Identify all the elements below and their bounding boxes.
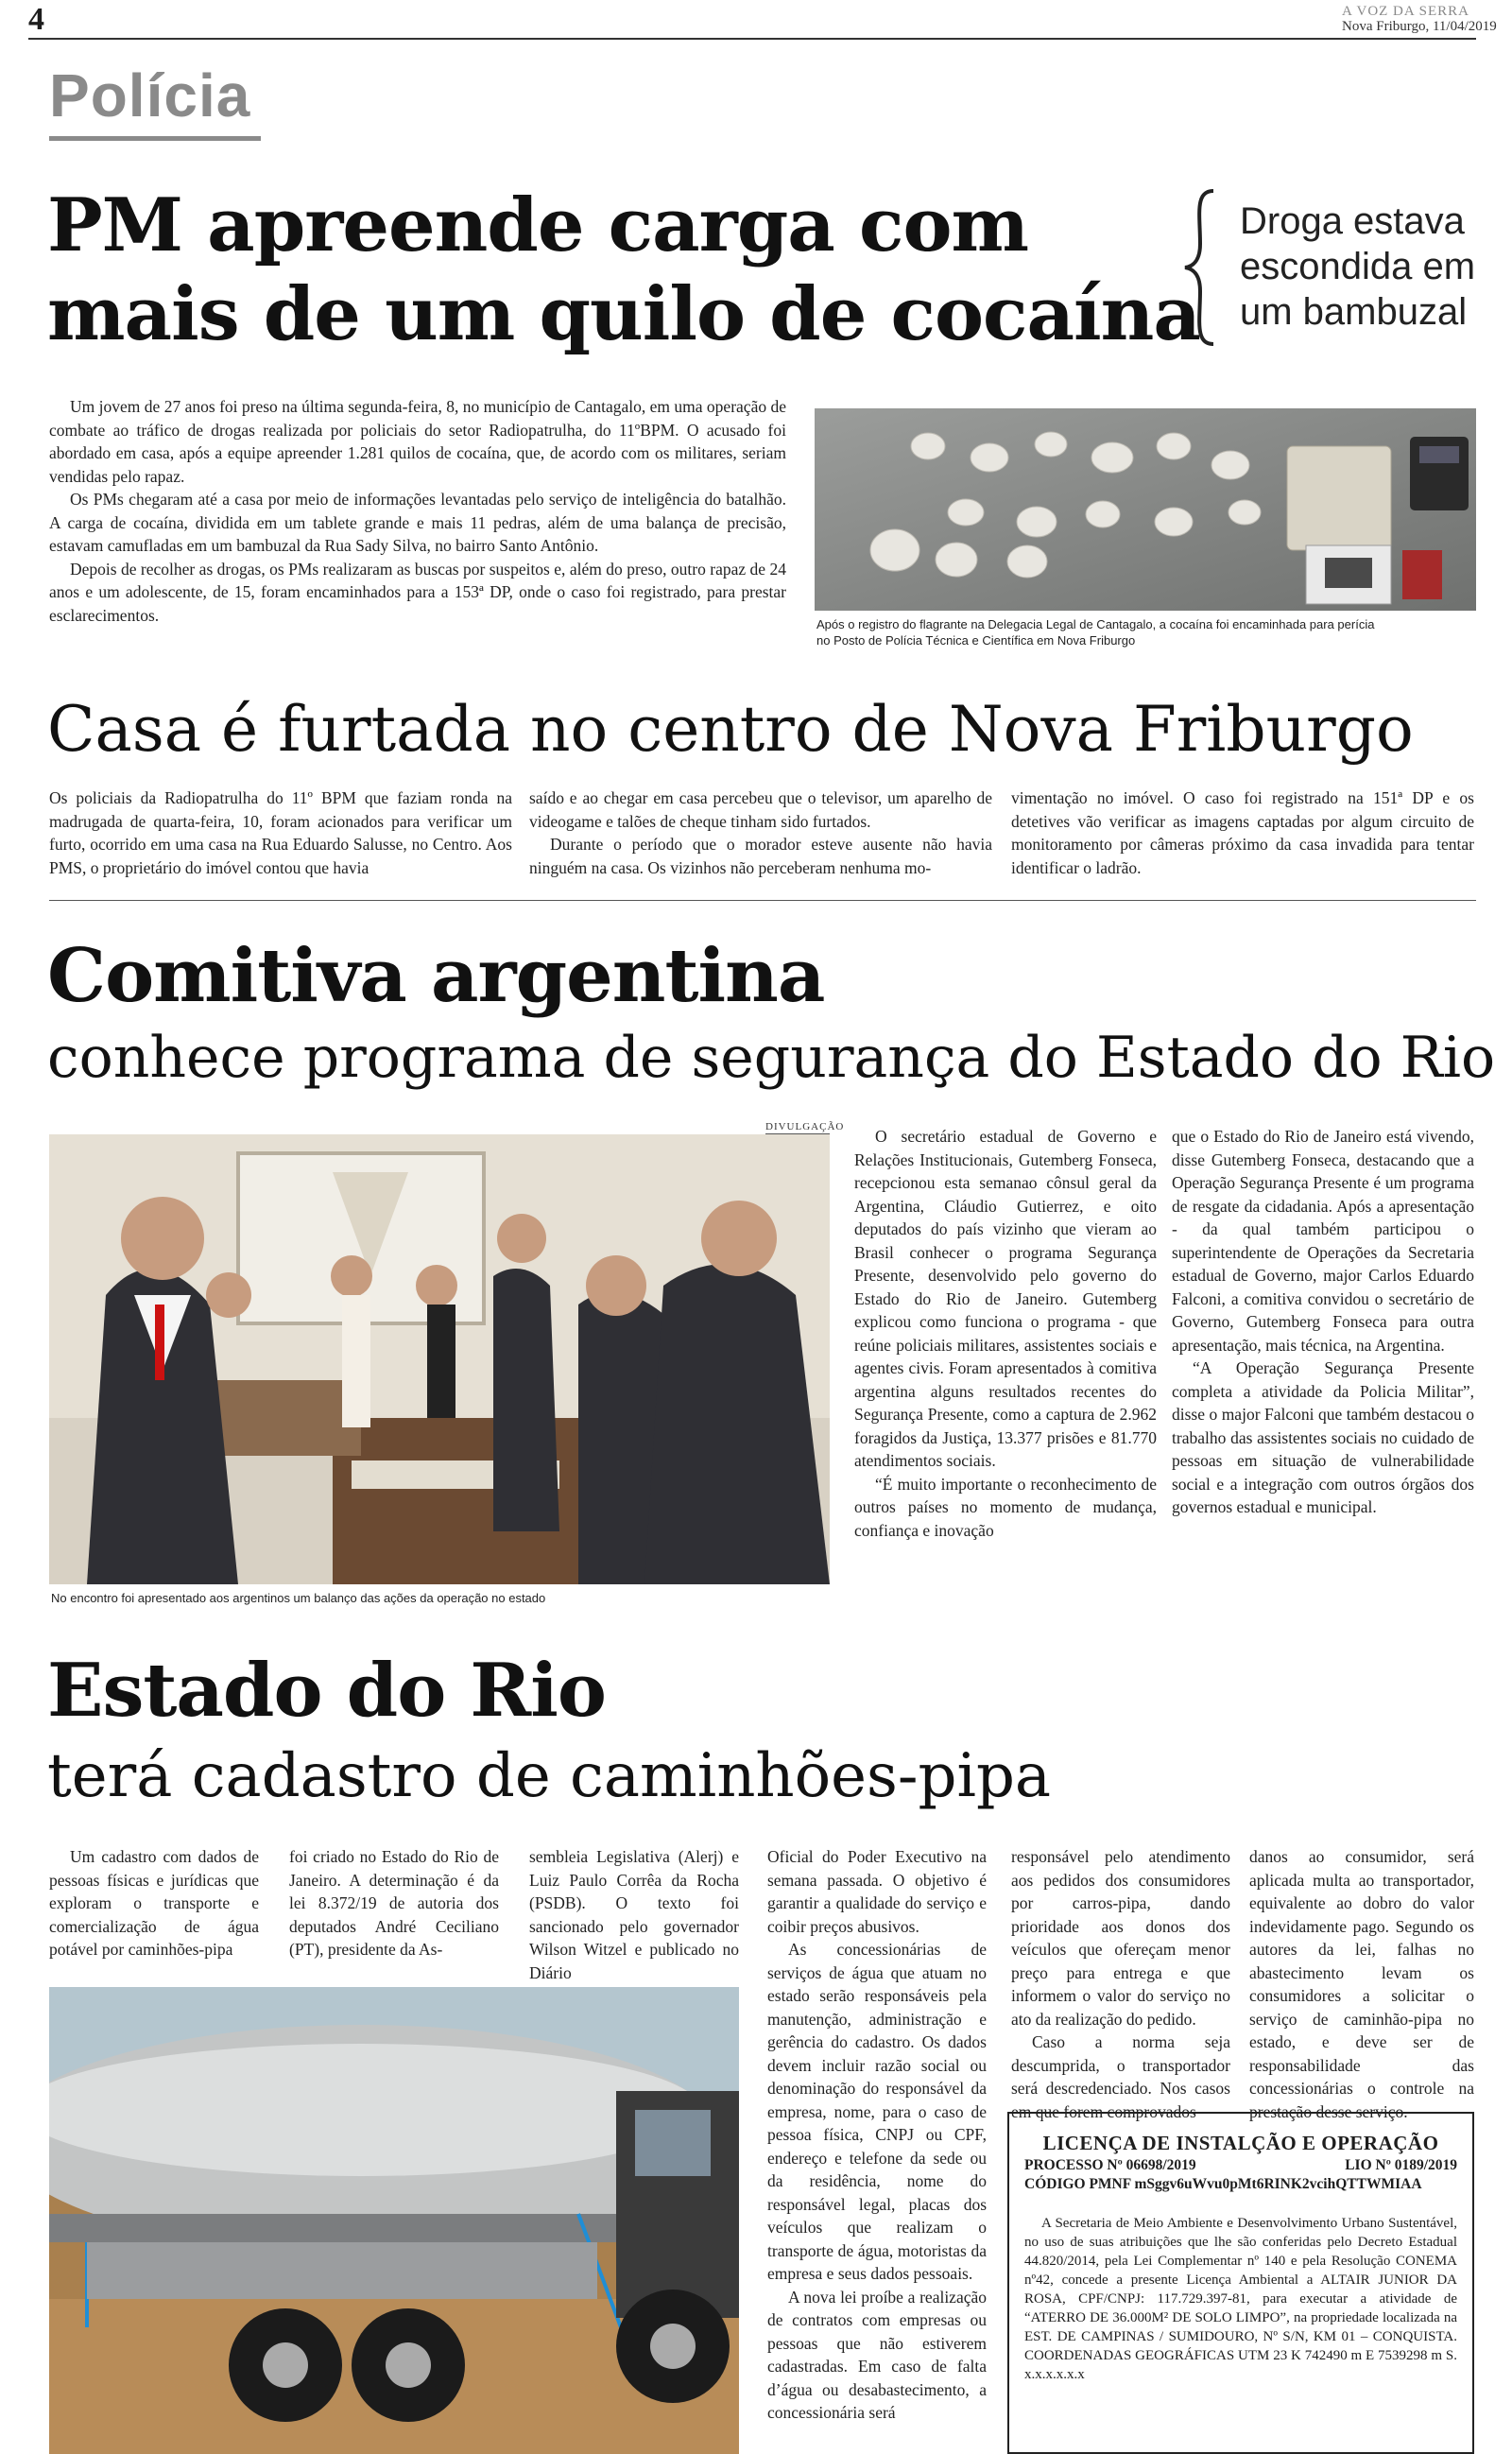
dateline: Nova Friburgo, 11/04/2019 [1342, 19, 1497, 34]
story4-col5-paragraph: Caso a norma seja descumprida, o transportador será descredenciado. Nos casos em que forem comprovados [1011, 2032, 1230, 2121]
story3-col2 [1172, 1125, 1474, 1519]
story2-col2-paragraph: Durante o período que o morador esteve ausente não havia ninguém na casa. Os vizinhos não perceberam nenhuma mo- [529, 835, 992, 877]
photo-credit: DIVULGAÇÃO [765, 1121, 845, 1132]
notice-title: LICENÇA DE INSTALÇÃO E OPERAÇÃO [1042, 2132, 1439, 2154]
story2-col2-paragraph: saído e ao chegar em casa percebeu que o televisor, um aparelho de videogame e talões de cheque tinham sido furtados. [529, 788, 992, 831]
story4-col1-paragraph: Um cadastro com dados de pessoas físicas e jurídicas que exploram o transporte e comercialização de água potável por caminhões-pipa [49, 1847, 259, 1959]
story3-headline: Comitiva argentina [47, 933, 825, 1019]
page-number: 4 [28, 2, 44, 37]
story2-col2 [529, 786, 992, 879]
story4-col6: danos ao consumidor, será aplicada multa ao transportador, equivalente ao dobro do valor indevidamente pago. Segundo os autores da lei, falhas no abastecimento levam os consumidores a solicitar o serviço de caminhão-pipa no estado, e deve ser de responsabilidade das concessionárias o controle na prestação desse serviço. [1249, 1847, 1474, 2121]
story1-headline-line2: mais de um quilo de cocaína [47, 271, 1200, 357]
story4-col5 [1011, 1845, 1230, 2123]
license-notice-box [1007, 2112, 1474, 2454]
story3-col1-paragraph: “É muito importante o reconhecimento de outros países no momento de mudança, confiança e inovação [854, 1474, 1157, 1540]
story4-col4 [767, 1845, 987, 2425]
section-underline [49, 136, 261, 141]
notice-process: PROCESSO Nº 06698/2019 [1024, 2157, 1196, 2173]
story2-headline: Casa é furtada no centro de Nova Friburgo [47, 693, 1414, 766]
story3-col2-paragraph: que o Estado do Rio de Janeiro está vivendo, disse Gutemberg Fonseca, destacando que a Operação Segurança Presente é um programa de resgate da cidadania. Após a apresentação - da qual também participou o superintendente de Operações da Secretaria estadual de Governo, major Carlos Eduardo Falconi, a comitiva convidou o secretário de Governo, Gutemberg Fonseca para outra apresentação, mais técnica, na Argentina. [1172, 1127, 1474, 1355]
story1-paragraph: Os PMs chegaram até a casa por meio de informações levantadas pelo serviço de inteligência do batalhão. A carga de cocaína, dividida em um tablete grande e mais 11 pedras, além de uma balança de precisão, estavam camufladas em um bambuzal da Rua Sady Silva, no bairro Santo Antônio. [49, 490, 786, 555]
notice-body: A Secretaria de Meio Ambiente e Desenvolvimento Urbano Sustentável, no uso de suas atribuições que lhe são conferidas pelo Decreto Estadual 44.820/2014, pela Lei Complementar nº 140 e pela Resolução CONEMA nº42, concede a presente Licença Ambiental a ALTAIR JUNIOR DA ROSA, CPF/CNPJ: 117.729.397-81, para executar a atividade de “ATERRO DE 36.000M² DE SOLO LIMPO”, na propriedade localizada na EST. DE CAMPINAS / SUMIDOURO, Nº S/N, KM 01 – CONQUISTA. COORDENADAS GEOGRÁFICAS UTM 23 K 742490 m E 7539298 m S. x.x.x.x.x.x [1024, 2216, 1457, 2382]
drug-seizure-photo [815, 408, 1476, 611]
story4-col1 [49, 1845, 259, 1961]
story3-caption: No encontro foi apresentado aos argentinos um balanço das ações da operação no estado [51, 1591, 546, 1605]
notice-lio: LIO Nº 0189/2019 [1345, 2157, 1457, 2173]
story1-body [49, 395, 786, 627]
story1-caption: Após o registro do flagrante na Delegacia Legal de Cantagalo, a cocaína foi encaminhada para perícia no Posto de Polícia Técnica e Científica em Nova Friburgo [816, 617, 1375, 648]
story3-subhead: conhece programa de segurança do Estado do Rio [47, 1025, 1496, 1091]
paper-name: A VOZ DA SERRA [1342, 4, 1469, 19]
story3-col1 [854, 1125, 1157, 1542]
kicker-line2: escondida em [1240, 246, 1476, 287]
story4-subhead: terá cadastro de caminhões-pipa [47, 1741, 1052, 1811]
story2-col1: Os policiais da Radiopatrulha do 11º BPM que faziam ronda na madrugada de quarta-feira, 10, foram acionados para verificar um furto, ocorrido em uma casa na Rua Eduardo Salusse, no Centro. Aos PMS, o proprietário do imóvel contou que havia [49, 788, 512, 877]
story2-divider [49, 900, 1476, 901]
story3-col1-paragraph: O secretário estadual de Governo e Relações Institucionais, Gutemberg Fonseca, recepcionou esta semanao cônsul geral da Argentina, Cláudio Gutierrez, e oito deputados do país vizinho que vieram ao Brasil conhecer o programa Segurança Presente, desenvolvido pelo governo do Estado do Rio de Janeiro. Gutemberg explicou como funciona o programa - que reúne policiais militares, assistentes sociais e agentes civis. Foram apresentados à comitiva argentina alguns resultados recentes do Segurança Presente, como a captura de 2.962 foragidos da Justiça, 13.377 prisões e 81.770 atendimentos sociais. [854, 1127, 1157, 1470]
notice-process-row [1024, 2157, 1457, 2174]
story4-col5-paragraph: responsável pelo atendimento aos pedidos dos consumidores por carros-pipa, dando prioridade aos donos dos veículos que ofereçam menor preço para entrega e que informem o valor do serviço no ato da realização do pedido. [1011, 1847, 1230, 2029]
story4-col4-paragraph: As concessionárias de serviços de água que atuam no estado serão responsáveis pela manutenção, administração e gerência do cadastro. Os dados devem incluir razão social ou denominação do responsável da empresa, nome, para o caso de pessoa física, CNPJ ou CPF, endereço e telefone da sede ou da residência, nome do responsável legal, placas dos veículos que realizam o transporte de água, motoristas da empresa e seus dados pessoais. [767, 1940, 987, 2283]
story4-col3: sembleia Legislativa (Alerj) e Luiz Paulo Corrêa da Rocha (PSDB). O texto foi sancionado pelo governador Wilson Witzel e publicado no Diário [529, 1847, 739, 1982]
masthead-rule [28, 38, 1476, 40]
story4-col4-paragraph: A nova lei proíbe a realização de contratos com empresas ou pessoas que não estiverem cadastradas. Em caso de falta d’água ou desabastecimento, a concessionária será [767, 2287, 987, 2422]
water-truck-photo [49, 1987, 739, 2454]
section-title: Polícia [49, 61, 251, 130]
delegation-meeting-photo [49, 1134, 830, 1584]
story1-headline-line1: PM apreende carga com [47, 182, 1029, 268]
story4-col2: foi criado no Estado do Rio de Janeiro. A determinação é da lei 8.372/19 de autoria dos deputados André Ceciliano (PT), presidente da As- [289, 1847, 499, 1959]
story4-col4-paragraph: Oficial do Poder Executivo na semana passada. O objetivo é garantir a qualidade do serviço e coibir preços abusivos. [767, 1847, 987, 1936]
story1-kicker [1240, 199, 1475, 335]
story2-col3: vimentação no imóvel. O caso foi registrado na 151ª DP e os detetives vão verificar as imagens captadas por algum circuito de monitoramento por câmeras próximo da casa invadida para tentar identificar o ladrão. [1011, 788, 1474, 877]
story3-col2-paragraph: “A Operação Segurança Presente completa a atividade da Policia Militar”, disse o major Falconi que também destacou o trabalho das assistentes sociais no cuidado de pessoas em situação de vulnerabilidade social e a integração com outros órgãos dos governos estadual e municipal. [1172, 1358, 1474, 1516]
notice-code: CÓDIGO PMNF mSggv6uWvu0pMt6RINK2vcihQTTWMIAA [1024, 2176, 1422, 2192]
kicker-line3: um bambuzal [1240, 291, 1468, 333]
story1-paragraph: Um jovem de 27 anos foi preso na última segunda-feira, 8, no município de Cantagalo, em uma operação de combate ao tráfico de drogas realizada por policiais do setor Radiopatrulha, do 11ºBPM. O acusado foi abordado em casa, após a equipe apreender 1.281 quilos de cocaína, que, de acordo com os militares, seriam vendidas pelo rapaz. [49, 397, 786, 486]
story4-headline: Estado do Rio [47, 1648, 606, 1734]
story1-paragraph: Depois de recolher as drogas, os PMs realizaram as buscas por suspeitos e, além do preso, outro rapaz de 24 anos e um adolescente, de 15, foram encaminhados para a 153ª DP, onde o caso foi registrado, para prestar esclarecimentos. [49, 559, 786, 625]
kicker-line1: Droga estava [1240, 200, 1465, 242]
kicker-brace [1181, 187, 1219, 348]
